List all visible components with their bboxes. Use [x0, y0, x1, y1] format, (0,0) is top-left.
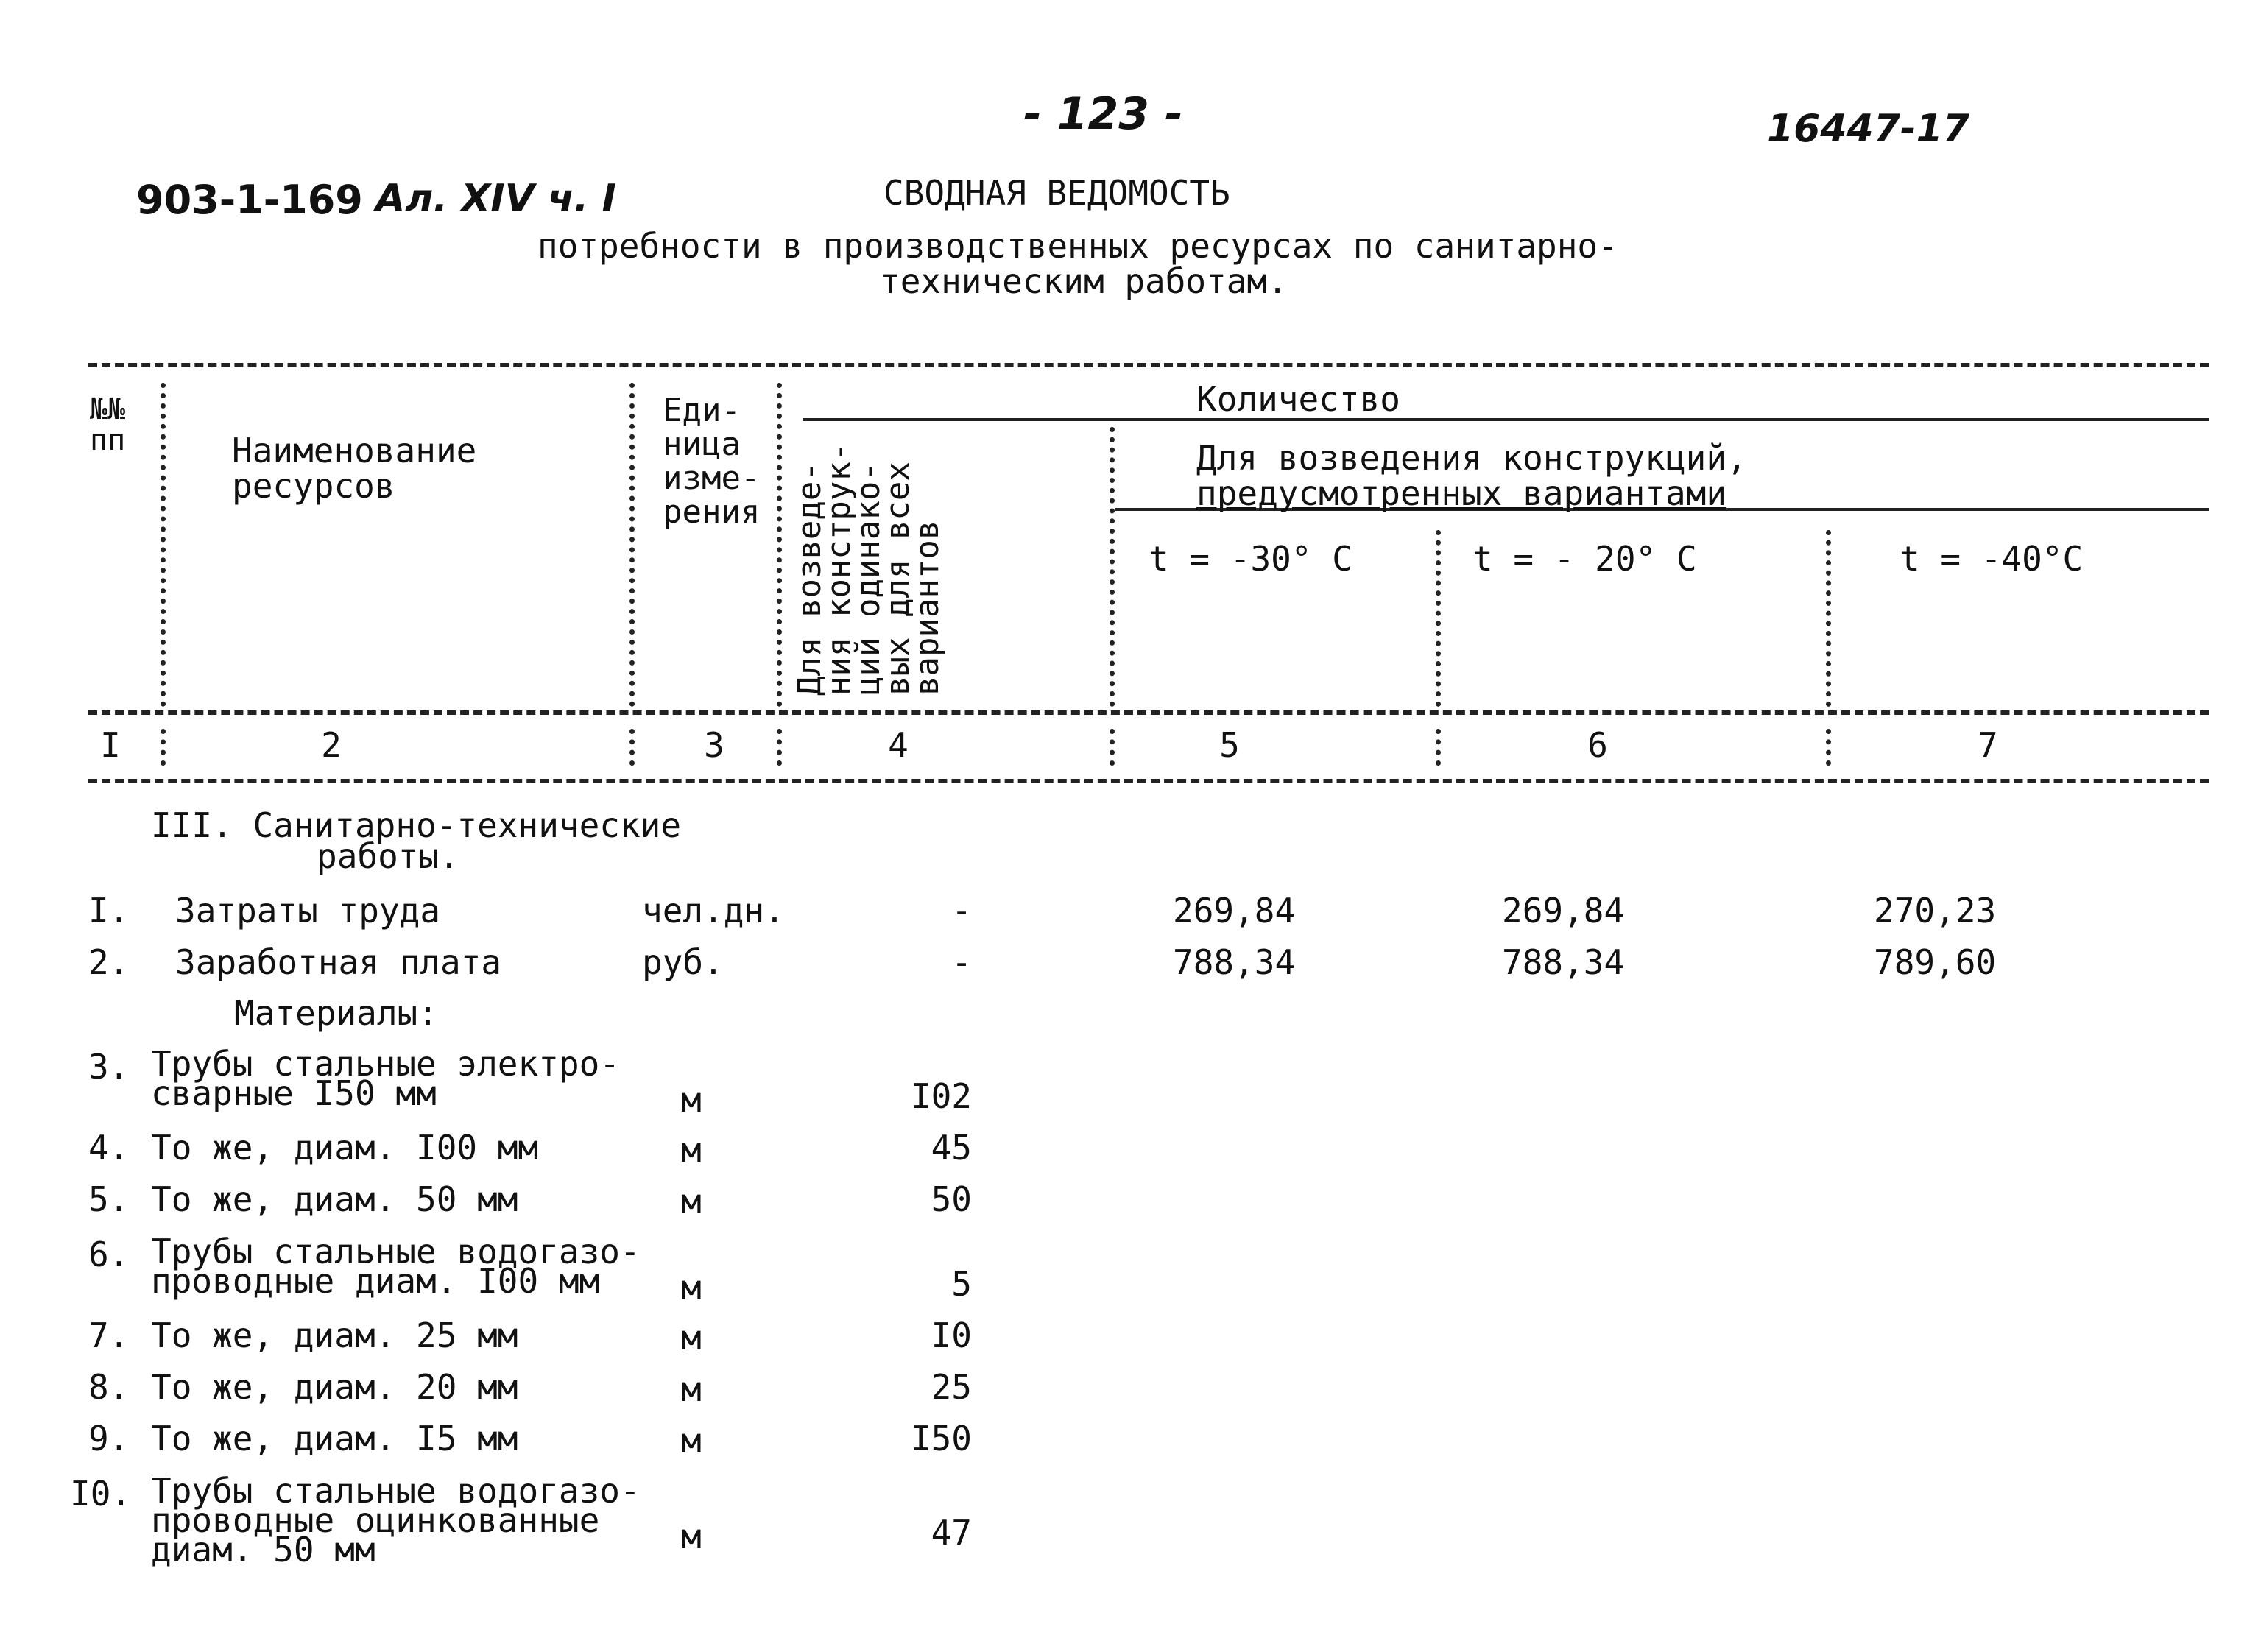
row-unit: чел.дн.	[642, 891, 785, 931]
row-name-line: диам. 50 мм	[151, 1530, 375, 1570]
separator-n3	[777, 729, 782, 766]
header-col4-line: ния конструк-	[820, 442, 858, 696]
header-col4-line: Для возведе-	[791, 462, 828, 696]
section-title-line: работы.	[317, 836, 459, 876]
header-variants-line: Для возведения конструкций,	[1196, 438, 1747, 478]
header-col4-line: ций одинако-	[850, 462, 887, 696]
row-unit: м	[681, 1268, 702, 1307]
header-col3-line: ница	[663, 426, 741, 463]
header-col3-line: изме-	[663, 459, 761, 497]
row-name-line: Трубы стальные водогазо-	[151, 1232, 641, 1271]
project-code: 903-1-169	[136, 177, 363, 223]
row-c4: -	[951, 942, 972, 982]
document-subtitle-line1: потребности в производственных ресурсах по санитарно-	[537, 226, 1618, 266]
row-name-line: проводные диам. I00 мм	[151, 1261, 600, 1301]
album-code: Ал. XIV ч. I	[375, 177, 616, 221]
row-number: I0.	[70, 1474, 132, 1514]
header-variants	[1196, 440, 1747, 511]
row-number: 6.	[88, 1235, 130, 1274]
header-col4-line: вых для всех	[879, 462, 917, 696]
separator-n5	[1436, 729, 1441, 766]
row-c4: I02	[910, 1076, 972, 1116]
row-number: 5.	[88, 1179, 130, 1219]
row-c6: 788,34	[1502, 942, 1625, 982]
row-number: 8.	[88, 1367, 130, 1407]
section-title	[151, 805, 682, 876]
colnum-2: 2	[321, 725, 342, 765]
page-number: - 123 -	[1023, 88, 1183, 140]
row-name: То же, диам. I5 мм	[151, 1419, 518, 1458]
colnum-1: I	[100, 725, 121, 765]
row-c7: 270,23	[1874, 891, 1997, 931]
row-c4: -	[951, 891, 972, 931]
header-col4-line: вариантов	[909, 520, 946, 696]
row-name: То же, диам. 20 мм	[151, 1367, 518, 1407]
header-col4	[791, 442, 946, 696]
row-c6: 269,84	[1502, 891, 1625, 931]
header-col3-line: рения	[663, 493, 761, 531]
colnum-6: 6	[1587, 725, 1608, 765]
row-c4: 50	[931, 1179, 972, 1219]
row-unit: м	[681, 1517, 702, 1556]
row-c4: I0	[931, 1316, 972, 1355]
separator-4	[1110, 427, 1115, 707]
separator-6	[1826, 530, 1831, 707]
row-c4: 5	[951, 1264, 972, 1304]
header-temp-20: t = - 20° C	[1472, 539, 1697, 579]
table-top-rule	[88, 363, 2209, 367]
header-col1-line: пп	[90, 423, 126, 457]
header-bottom-rule	[88, 710, 2209, 715]
row-unit: м	[681, 1182, 702, 1221]
row-number: 3.	[88, 1047, 130, 1087]
colnum-7: 7	[1978, 725, 1998, 765]
header-quantity: Количество	[1196, 379, 1400, 419]
row-unit: м	[681, 1318, 702, 1358]
header-temp-40: t = -40°C	[1900, 539, 2084, 579]
numbers-bottom-rule	[88, 779, 2209, 783]
separator-2	[629, 383, 635, 707]
row-name: Затраты труда	[175, 891, 441, 931]
row-c4: I50	[910, 1419, 972, 1458]
separator-n2	[629, 729, 635, 766]
row-number: I.	[88, 891, 130, 931]
row-unit: м	[681, 1421, 702, 1461]
row-number: 9.	[88, 1419, 130, 1458]
colnum-4: 4	[888, 725, 909, 765]
header-col1	[90, 394, 125, 456]
row-c5: 269,84	[1173, 891, 1296, 931]
header-temp-30: t = -30° C	[1149, 539, 1352, 579]
separator-n6	[1826, 729, 1831, 766]
header-col2	[232, 433, 476, 504]
row-number: 4.	[88, 1128, 130, 1168]
row-name: То же, диам. I00 мм	[151, 1128, 539, 1168]
row-unit: м	[681, 1369, 702, 1409]
row-name: То же, диам. 25 мм	[151, 1316, 518, 1355]
row-name: То же, диам. 50 мм	[151, 1179, 518, 1219]
row-number: 7.	[88, 1316, 130, 1355]
separator-3	[777, 383, 782, 707]
row-c4: 25	[931, 1367, 972, 1407]
row-c4: 45	[931, 1128, 972, 1168]
row-c7: 789,60	[1874, 942, 1997, 982]
row-name	[151, 1044, 620, 1113]
row-c5: 788,34	[1173, 942, 1296, 982]
separator-5	[1436, 530, 1441, 707]
colnum-5: 5	[1219, 725, 1240, 765]
header-col1-line: №№	[90, 392, 126, 426]
separator-1	[161, 383, 166, 707]
quantity-rule	[803, 418, 2209, 421]
header-variants-line: предусмотренных вариантами	[1196, 473, 1727, 513]
header-col3	[663, 394, 760, 529]
row-name-line: Трубы стальные водогазо-	[151, 1471, 641, 1511]
row-number: 2.	[88, 942, 130, 982]
row-name	[151, 1471, 641, 1570]
separator-n1	[161, 729, 166, 766]
doc-code: 16447-17	[1767, 107, 1969, 151]
header-col3-line: Еди-	[663, 392, 741, 429]
header-col2-line: ресурсов	[232, 466, 395, 506]
row-unit: руб.	[642, 942, 724, 982]
row-name-line: сварные I50 мм	[151, 1073, 437, 1113]
row-name-line: Трубы стальные электро-	[151, 1044, 620, 1084]
row-unit: м	[681, 1080, 702, 1120]
document-title: СВОДНАЯ ВЕДОМОСТЬ	[883, 173, 1230, 213]
row-name: Заработная плата	[175, 942, 502, 982]
row-c4: 47	[931, 1513, 972, 1553]
row-name-line: проводные оцинкованные	[151, 1500, 600, 1540]
colnum-3: 3	[704, 725, 724, 765]
row-name	[151, 1232, 641, 1301]
materials-label: Материалы:	[234, 993, 438, 1033]
document-subtitle-line2: техническим работам.	[880, 261, 1288, 301]
section-title-line: III. Санитарно-технические	[151, 805, 682, 845]
header-col2-line: Наименование	[232, 431, 477, 470]
row-unit: м	[681, 1130, 702, 1170]
separator-n4	[1110, 729, 1115, 766]
